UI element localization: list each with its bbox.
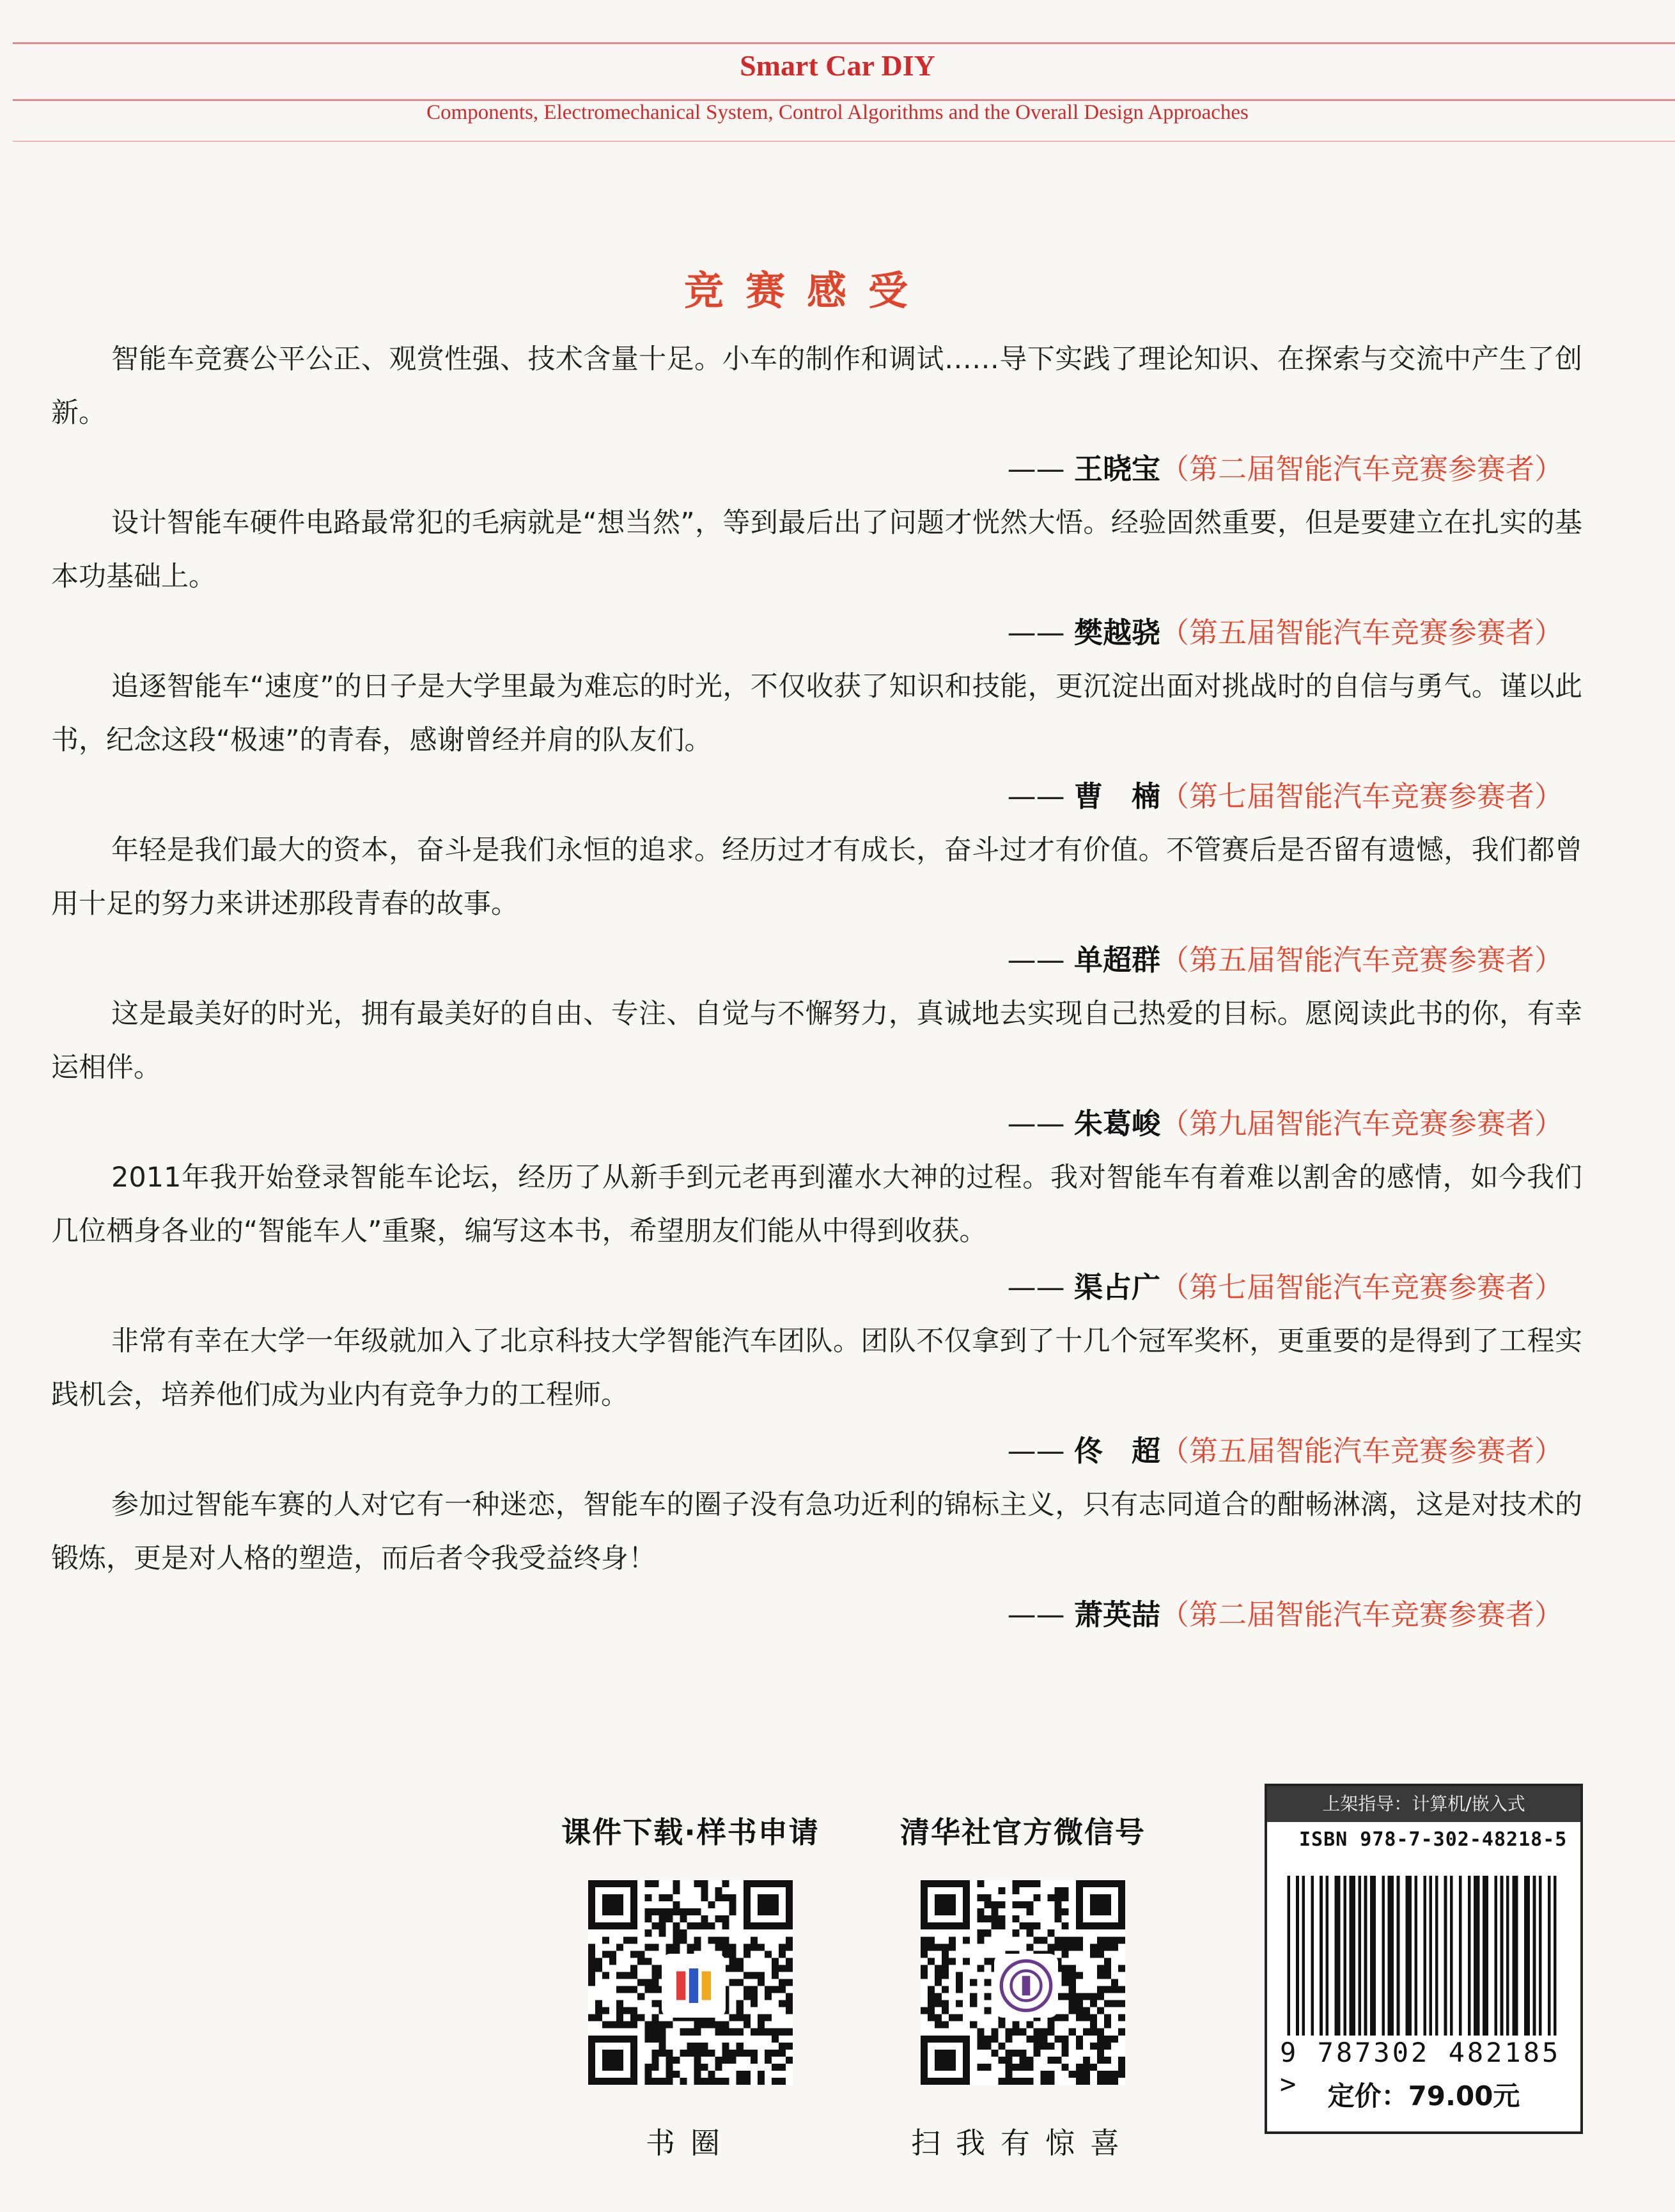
qr-title: 清华社官方微信号 [900,1815,1146,1850]
author-role: （第七届智能汽车竞赛参赛者） [1160,779,1563,813]
testimonial-text: 年轻是我们最大的资本，奋斗是我们永恒的追求。经历过才有成长，奋斗过才有价值。不管赛后是否留有遗憾，我们都曾用十足的努力来讲述那段青春的故事。 [51,834,1582,920]
testimonial-text: 参加过智能车赛的人对它有一种迷恋，智能车的圈子没有急功近利的锦标主义，只有志同道合的酣畅淋漓，这是对技术的锻炼，更是对人格的塑造，而后者令我受益终身！ [51,1489,1582,1575]
author-name: 单超群 [1073,943,1160,977]
author-role: （第二届智能汽车竞赛参赛者） [1160,452,1563,486]
testimonial-signature [51,770,1563,823]
qr-code-icon [588,1877,793,2088]
isbn-barcode-panel [1265,1784,1583,2134]
testimonial [51,1314,1582,1478]
author-name: 佟 超 [1073,1434,1160,1468]
testimonial-signature [51,606,1563,660]
testimonial-text: 设计智能车硬件电路最常犯的毛病就是“想当然”，等到最后出了问题才恍然大悟。经验固然重要，但是要建立在扎实的基本功基础上。 [51,507,1582,593]
testimonial [51,332,1582,496]
signature-dash: —— [1007,943,1065,977]
author-name: 曹 楠 [1073,779,1160,813]
shelf-guide: 上架指导：计算机/嵌入式 [1267,1786,1580,1822]
testimonial-text: 智能车竞赛公平公正、观赏性强、技术含量十足。小车的制作和调试……导下实践了理论知识、在探索与交流中产生了创新。 [51,343,1582,429]
qr-block-wechat [882,1809,1164,2162]
author-role: （第五届智能汽车竞赛参赛者） [1160,616,1563,650]
testimonial-text: 2011年我开始登录智能车论坛，经历了从新手到元老再到灌水大神的过程。我对智能车有着难以割舍的感情，如今我们几位栖身各业的“智能车人”重聚，编写这本书，希望朋友们能从中得到收获。 [51,1162,1582,1247]
author-role: （第五届智能汽车竞赛参赛者） [1160,943,1563,977]
testimonial [51,1478,1582,1642]
author-role: （第五届智能汽车竞赛参赛者） [1160,1434,1563,1468]
qr-block-courseware [550,1809,831,2162]
book-logo-icon [662,1954,726,2018]
signature-dash: —— [1007,616,1065,650]
testimonial-signature [51,1261,1563,1314]
header-bottom-rule [13,141,1675,142]
testimonial [51,987,1582,1151]
signature-dash: —— [1007,1107,1065,1141]
author-name: 渠占广 [1073,1270,1160,1304]
qr-caption: 书圈 [646,2126,735,2160]
testimonial-signature [51,1588,1563,1642]
testimonial [51,496,1582,660]
author-role: （第二届智能汽车竞赛参赛者） [1160,1598,1563,1632]
author-name: 王晓宝 [1073,452,1160,486]
book-subtitle: Components, Electromechanical System, Control Algorithms and the Overall Design Approaches [426,101,1249,124]
author-role: （第九届智能汽车竞赛参赛者） [1160,1107,1563,1141]
testimonials-list [51,332,1582,1642]
header-top-rule [13,42,1675,44]
book-title: Smart Car DIY [740,49,935,82]
signature-dash: —— [1007,779,1065,813]
qr-caption: 扫我有惊喜 [911,2126,1135,2160]
testimonial [51,660,1582,823]
author-name: 樊越骁 [1073,616,1160,650]
testimonial-signature [51,933,1563,987]
isbn-number: ISBN 978-7-302-48218-5 [1299,1828,1568,1851]
signature-dash: —— [1007,452,1065,486]
author-name: 朱葛峻 [1073,1107,1160,1141]
testimonial [51,1151,1582,1314]
signature-dash: —— [1007,1434,1065,1468]
qr-title: 课件下载·样书申请 [561,1815,820,1850]
signature-dash: —— [1007,1598,1065,1632]
testimonial-text: 非常有幸在大学一年级就加入了北京科技大学智能汽车团队。团队不仅拿到了十几个冠军奖杯，更重要的是得到了工程实践机会，培养他们成为业内有竞争力的工程师。 [51,1325,1582,1411]
testimonial [51,823,1582,987]
signature-dash: —— [1007,1270,1065,1304]
section-title: 竞赛感受 [684,267,930,314]
barcode-icon [1281,1876,1562,2036]
testimonial-signature [51,442,1563,496]
price: 定价：79.00元 [1327,2080,1520,2112]
testimonial-signature [51,1424,1563,1478]
testimonial-text: 追逐智能车“速度”的日子是大学里最为难忘的时光，不仅收获了知识和技能，更沉淀出面对挑战时的自信与勇气。谨以此书，纪念这段“极速”的青春，感谢曾经并肩的队友们。 [51,671,1582,756]
barcode-digits: 9 787302 482185 > [1280,2037,1561,2099]
testimonial-text: 这是最美好的时光，拥有最美好的自由、专注、自觉与不懈努力，真诚地去实现自己热爱的目标。愿阅读此书的你，有幸运相伴。 [51,998,1582,1084]
author-name: 萧英喆 [1073,1598,1160,1632]
testimonial-signature [51,1097,1563,1151]
qr-code-icon [921,1877,1125,2088]
publisher-logo-icon [994,1954,1058,2018]
author-role: （第七届智能汽车竞赛参赛者） [1160,1270,1563,1304]
